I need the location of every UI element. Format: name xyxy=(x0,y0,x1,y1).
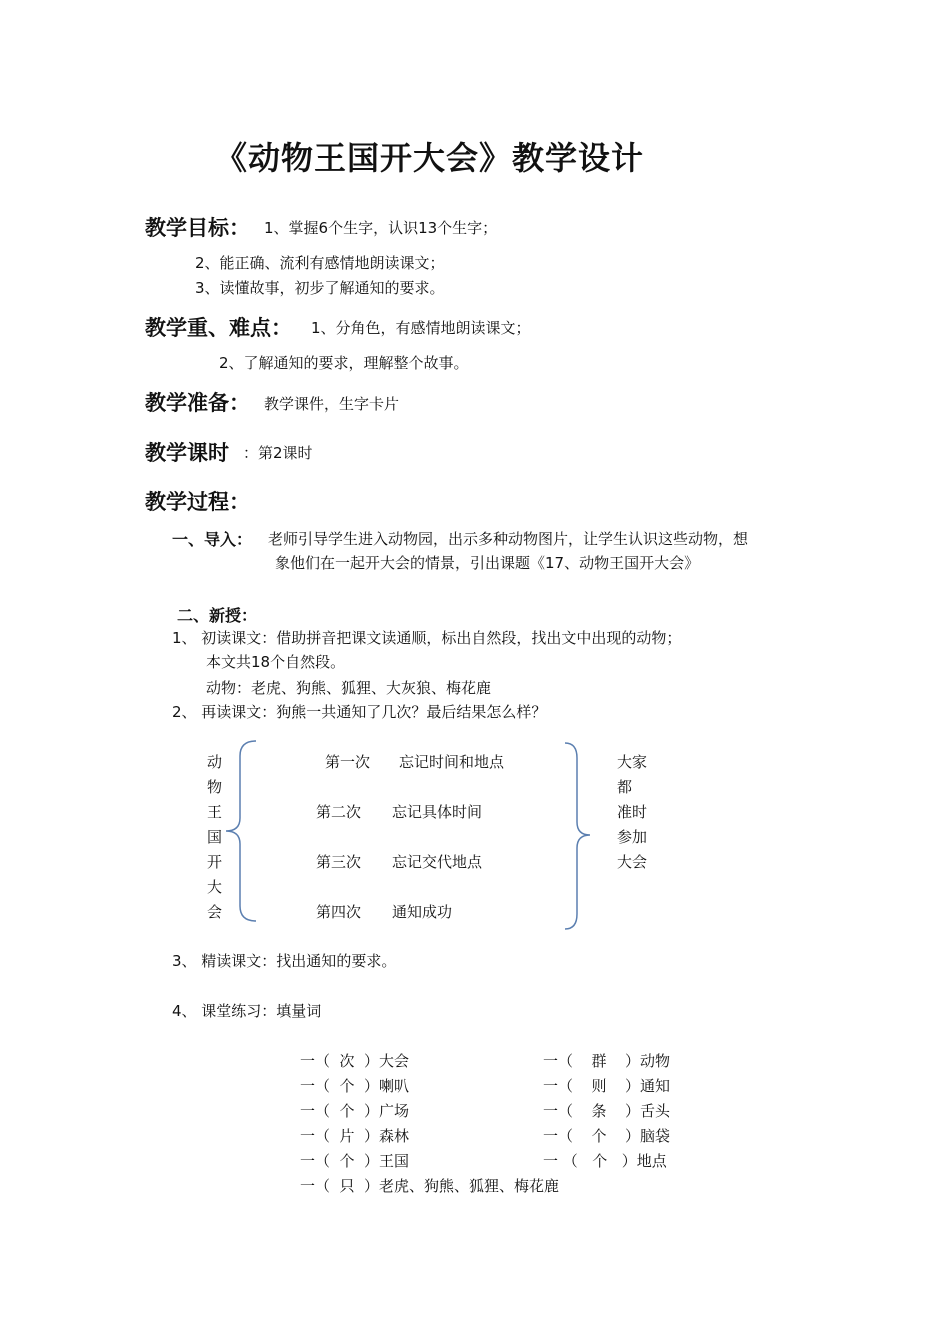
preparation-label: 教学准备： xyxy=(145,391,250,415)
notice-result: 通知成功 xyxy=(392,903,453,921)
exercise-answer: 只 xyxy=(339,1177,355,1195)
intro-line-1: 老师引导学生进入动物园，出示多种动物图片，让学生认识这些动物，想 xyxy=(268,530,749,548)
step-4: 4、 课堂练习：填量词 xyxy=(172,1002,322,1020)
exercise-item xyxy=(300,1175,559,1196)
exercise-prefix: 一（ xyxy=(300,1177,331,1195)
diagram-left-char: 王 xyxy=(207,803,223,821)
exercise-prefix: 一（ xyxy=(300,1152,331,1170)
diagram-right-line: 参加 xyxy=(617,828,648,846)
diagram-right-line: 大会 xyxy=(617,853,648,871)
exercise-prefix: 一（ xyxy=(300,1102,331,1120)
notice-order: 第四次 xyxy=(316,903,362,921)
exercise-prefix: 一（ xyxy=(543,1102,574,1120)
process-label: 教学过程： xyxy=(145,490,250,514)
exercise-prefix: 一 （ xyxy=(543,1152,578,1170)
notice-order: 第三次 xyxy=(316,853,362,871)
exercise-noun: ）森林 xyxy=(364,1127,410,1145)
exercise-item xyxy=(543,1100,670,1121)
step-2: 2、 再读课文：狗熊一共通知了几次？最后结果怎么样？ xyxy=(172,703,547,721)
notice-result: 忘记交代地点 xyxy=(392,853,483,871)
exercise-item xyxy=(300,1050,409,1071)
exercise-answer: 个 xyxy=(592,1152,608,1170)
exercise-item xyxy=(543,1125,670,1146)
exercise-noun: ）动物 xyxy=(625,1052,671,1070)
exercise-item xyxy=(300,1150,409,1171)
exercise-prefix: 一（ xyxy=(300,1052,331,1070)
exercise-noun: ）脑袋 xyxy=(625,1127,671,1145)
exercise-item xyxy=(543,1075,670,1096)
exercise-answer: 个 xyxy=(339,1102,355,1120)
exercise-item xyxy=(543,1050,670,1071)
objectives-label: 教学目标： xyxy=(145,216,250,240)
exercise-answer: 个 xyxy=(339,1152,355,1170)
objective-2: 2、能正确、流利有感情地朗读课文； xyxy=(195,254,445,272)
document-title: 《动物王国开大会》教学设计 xyxy=(215,139,645,177)
left-brace-icon xyxy=(222,738,258,924)
exercise-noun: ）老虎、狗熊、狐狸、梅花鹿 xyxy=(364,1177,560,1195)
exercise-noun: ）喇叭 xyxy=(364,1077,410,1095)
exercise-item xyxy=(300,1100,409,1121)
exercise-prefix: 一（ xyxy=(300,1127,331,1145)
exercise-item xyxy=(543,1150,667,1171)
diagram-right-line: 大家 xyxy=(617,753,648,771)
exercise-noun: ）广场 xyxy=(364,1102,410,1120)
exercise-prefix: 一（ xyxy=(543,1052,574,1070)
diagram-left-char: 国 xyxy=(207,828,223,846)
step-1-note-1: 本文共18个自然段。 xyxy=(206,653,346,671)
diagram-left-char: 会 xyxy=(207,903,223,921)
diagram-right-line: 准时 xyxy=(617,803,648,821)
step-1-note-2: 动物：老虎、狗熊、狐狸、大灰狼、梅花鹿 xyxy=(206,679,492,697)
diagram-right-line: 都 xyxy=(617,778,633,796)
periods-text: ：第2课时 xyxy=(243,444,313,462)
diagram-left-char: 物 xyxy=(207,778,223,796)
preparation-text: 教学课件，生字卡片 xyxy=(264,395,400,413)
exercise-answer: 则 xyxy=(591,1077,607,1095)
intro-line-2: 象他们在一起开大会的情景，引出课题《17、动物王国开大会》 xyxy=(275,554,700,572)
exercise-item xyxy=(300,1125,409,1146)
exercise-answer: 条 xyxy=(591,1102,607,1120)
diagram-left-char: 大 xyxy=(207,878,223,896)
periods-label: 教学课时 xyxy=(145,441,229,465)
notice-order: 第一次 xyxy=(325,753,371,771)
exercise-answer: 个 xyxy=(339,1077,355,1095)
key-point-2: 2、了解通知的要求，理解整个故事。 xyxy=(219,354,469,372)
step-1: 1、 初读课文：借助拼音把课文读通顺，标出自然段，找出文中出现的动物； xyxy=(172,629,682,647)
exercise-noun: ）舌头 xyxy=(625,1102,671,1120)
exercise-answer: 个 xyxy=(591,1127,607,1145)
notice-order: 第二次 xyxy=(316,803,362,821)
intro-label: 一、导入： xyxy=(172,530,253,549)
right-brace-icon xyxy=(563,740,593,932)
exercise-prefix: 一（ xyxy=(543,1077,574,1095)
notice-result: 忘记具体时间 xyxy=(392,803,483,821)
notice-result: 忘记时间和地点 xyxy=(399,753,505,771)
exercise-answer: 群 xyxy=(591,1052,607,1070)
step-3: 3、 精读课文：找出通知的要求。 xyxy=(172,952,397,970)
exercise-noun: ）王国 xyxy=(364,1152,410,1170)
key-point-1: 1、分角色，有感情地朗读课文； xyxy=(311,319,531,337)
exercise-item xyxy=(300,1075,409,1096)
exercise-prefix: 一（ xyxy=(300,1077,331,1095)
exercise-noun: ）通知 xyxy=(625,1077,671,1095)
exercise-prefix: 一（ xyxy=(543,1127,574,1145)
exercise-answer: 次 xyxy=(339,1052,355,1070)
diagram-left-char: 动 xyxy=(207,753,223,771)
exercise-answer: 片 xyxy=(339,1127,355,1145)
new-lesson-label: 二、新授： xyxy=(177,606,258,625)
diagram-left-char: 开 xyxy=(207,853,223,871)
objective-3: 3、读懂故事，初步了解通知的要求。 xyxy=(195,279,445,297)
exercise-noun: ）大会 xyxy=(364,1052,410,1070)
exercise-noun: ）地点 xyxy=(621,1152,667,1170)
objective-1: 1、掌握6个生字，认识13个生字； xyxy=(264,219,498,237)
key-points-label: 教学重、难点： xyxy=(145,316,292,340)
